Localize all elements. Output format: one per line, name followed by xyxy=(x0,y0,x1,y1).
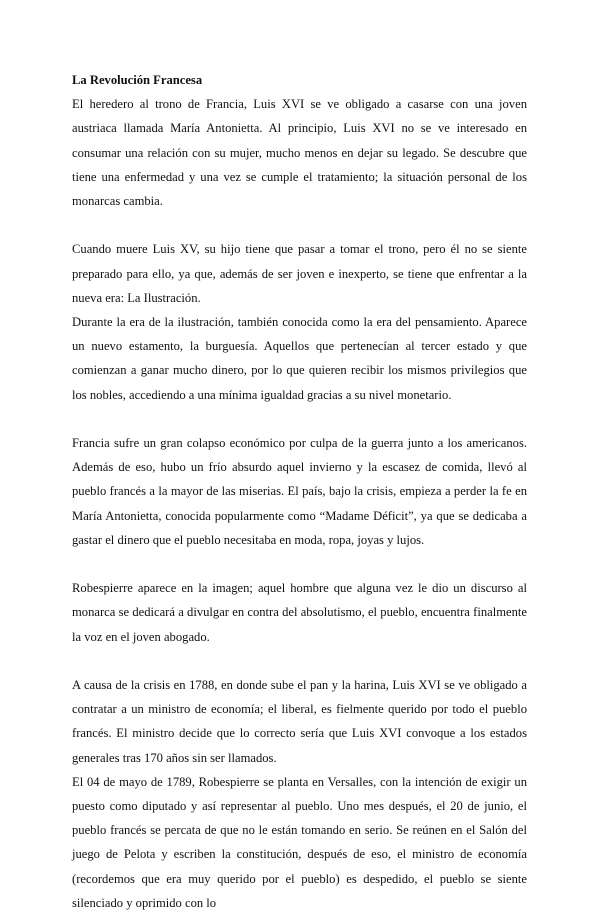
paragraph-4: Francia sufre un gran colapso económico por culpa de la guerra junto a los americanos. Además de eso, hubo un frío absurdo aquel invierno y la escasez de comida, llevó al pueblo francés a la mayor de las miserias. El país, bajo la crisis, empieza a perder la fe en María Antonietta, conocida popularmente como “Madame Déficit”, ya que se dedicaba a gastar el dinero que el pueblo necesitaba en moda, ropa, joyas y lujos. xyxy=(72,436,527,547)
paragraph-spacer xyxy=(72,649,527,673)
paragraph-7: El 04 de mayo de 1789, Robespierre se planta en Versalles, con la intención de exigir un puesto como diputado y así representar al pueblo. Uno mes después, el 20 de junio, el pueblo francés se percata de que no le están tomando en serio. Se reúnen en el Salón del juego de Pelota y escriben la constitución, después de eso, el ministro de economía (recordemos que era muy querido por el pueblo) es despedido, el pueblo se siente silenciado y oprimido con lo xyxy=(72,774,527,910)
paragraph-spacer xyxy=(72,552,527,576)
document-page xyxy=(72,68,527,915)
paragraph-spacer xyxy=(72,407,527,431)
paragraph-5: Robespierre aparece en la imagen; aquel hombre que alguna vez le dio un discurso al monarca se dedicará a divulgar en contra del absolutismo, el pueblo, encuentra finalmente la voz en el joven abogado. xyxy=(72,581,527,644)
paragraph-spacer xyxy=(72,213,527,237)
paragraph-6: A causa de la crisis en 1788, en donde sube el pan y la harina, Luis XVI se ve obligado a contratar a un ministro de economía; el liberal, es fielmente querido por todo el pueblo francés. El ministro decide que lo correcto sería que Luis XVI convoque a los estados generales tras 170 años sin ser llamados. xyxy=(72,678,527,765)
paragraph-3: Durante la era de la ilustración, también conocida como la era del pensamiento. Aparece un nuevo estamento, la burguesía. Aquellos que pertenecían al tercer estado y que comienzan a ganar mucho dinero, por lo que quieren recibir los mismos privilegios que los nobles, accediendo a una mínima igualdad gracias a su nivel monetario. xyxy=(72,315,527,402)
paragraph-1: El heredero al trono de Francia, Luis XVI se ve obligado a casarse con una joven austriaca llamada María Antonietta. Al principio, Luis XVI no se ve interesado en consumar una relación con su mujer, mucho menos en dejar su legado. Se descubre que tiene una enfermedad y una vez se cumple el tratamiento; la situación personal de los monarcas cambia. xyxy=(72,97,527,209)
document-title: La Revolución Francesa xyxy=(72,73,203,87)
paragraph-2: Cuando muere Luis XV, su hijo tiene que pasar a tomar el trono, pero él no se siente preparado para ello, ya que, además de ser joven e inexperto, se tiene que enfrentar a la nueva era: La Ilustración. xyxy=(72,242,527,305)
